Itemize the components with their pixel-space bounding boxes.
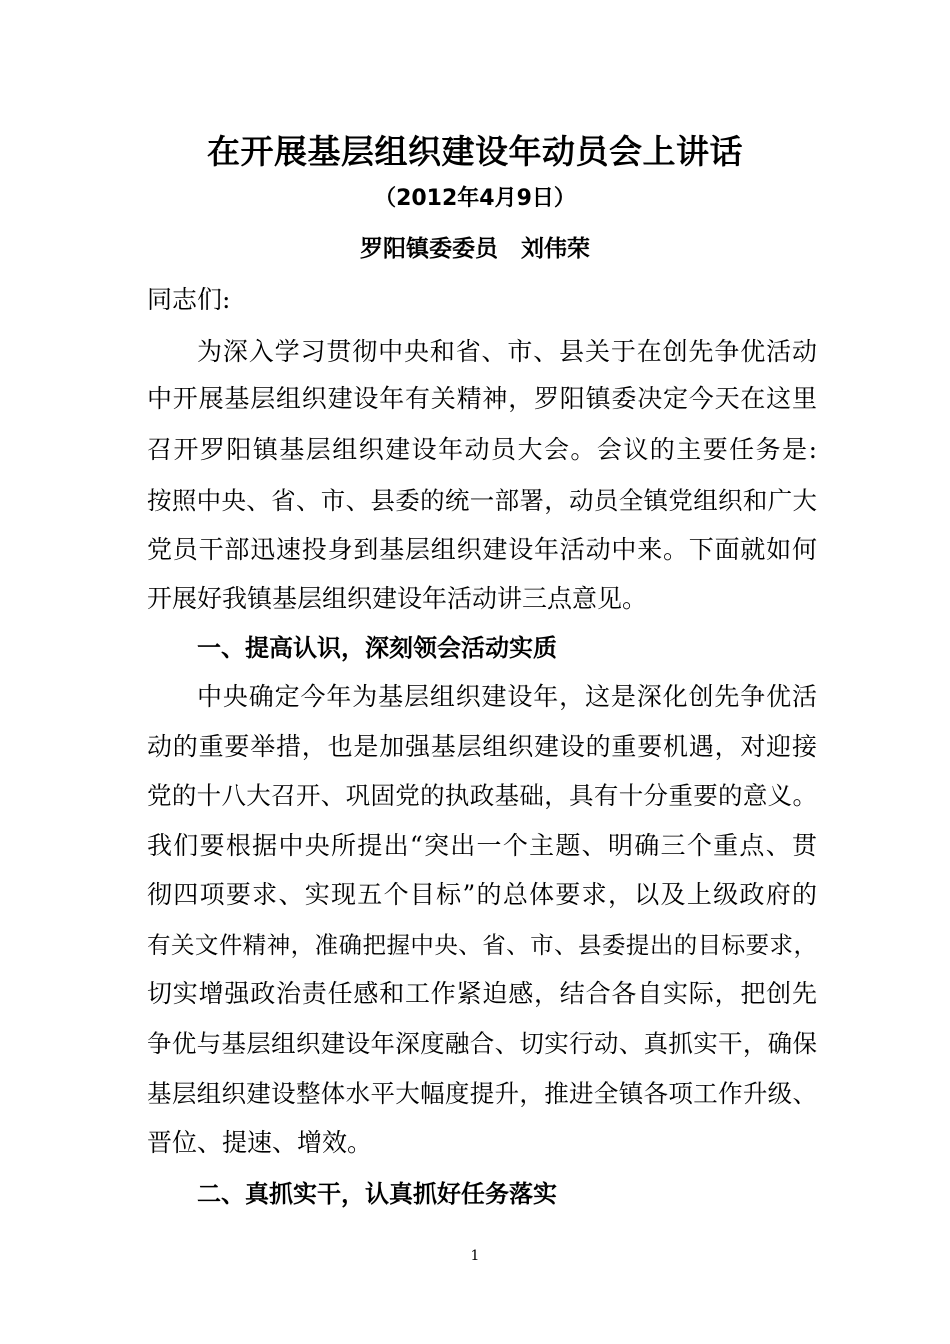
- document-title: 在开展基层组织建设年动员会上讲话: [207, 132, 743, 171]
- paragraph-line: 有关文件精神，准确把握中央、省、市、县委提出的目标要求，: [147, 931, 817, 959]
- paragraph-line: 动的重要举措，也是加强基层组织建设的重要机遇，对迎接: [147, 732, 817, 761]
- paragraph-line: 争优与基层组织建设年深度融合、切实行动、真抓实干，确保: [147, 1029, 817, 1058]
- document-date: （2012年4月9日）: [374, 186, 576, 211]
- section-heading-2: 二、真抓实干，认真抓好任务落实: [197, 1180, 557, 1208]
- paragraph-line: 召开罗阳镇基层组织建设年动员大会。会议的主要任务是:: [147, 435, 817, 464]
- paragraph-line: 中央确定今年为基层组织建设年，这是深化创先争优活: [197, 682, 817, 711]
- paragraph-line: 党的十八大召开、巩固党的执政基础，具有十分重要的意义。: [147, 781, 817, 810]
- paragraph-line: 党员干部迅速投身到基层组织建设年活动中来。下面就如何: [147, 535, 817, 564]
- paragraph-line: 我们要根据中央所提出“突出一个主题、明确三个重点、贯: [147, 831, 817, 860]
- greeting: 同志们:: [147, 285, 231, 314]
- paragraph-line: 基层组织建设整体水平大幅度提升，推进全镇各项工作升级、: [147, 1079, 817, 1108]
- paragraph-line: 晋位、提速、增效。: [147, 1128, 373, 1157]
- paragraph-line: 切实增强政治责任感和工作紧迫感，结合各自实际，把创先: [147, 979, 817, 1008]
- paragraph-line: 中开展基层组织建设年有关精神，罗阳镇委决定今天在这里: [147, 384, 817, 413]
- paragraph-line: 按照中央、省、市、县委的统一部署，动员全镇党组织和广大: [147, 486, 817, 515]
- document-author: 罗阳镇委委员 刘伟荣: [360, 236, 590, 262]
- section-heading-1: 一、提高认识，深刻领会活动实质: [197, 634, 557, 662]
- paragraph-line: 彻四项要求、实现五个目标”的总体要求，以及上级政府的: [147, 880, 817, 909]
- paragraph-line: 为深入学习贯彻中央和省、市、县关于在创先争优活动: [197, 337, 817, 366]
- paragraph-line: 开展好我镇基层组织建设年活动讲三点意见。: [147, 584, 648, 613]
- page-number: 1: [470, 1248, 480, 1264]
